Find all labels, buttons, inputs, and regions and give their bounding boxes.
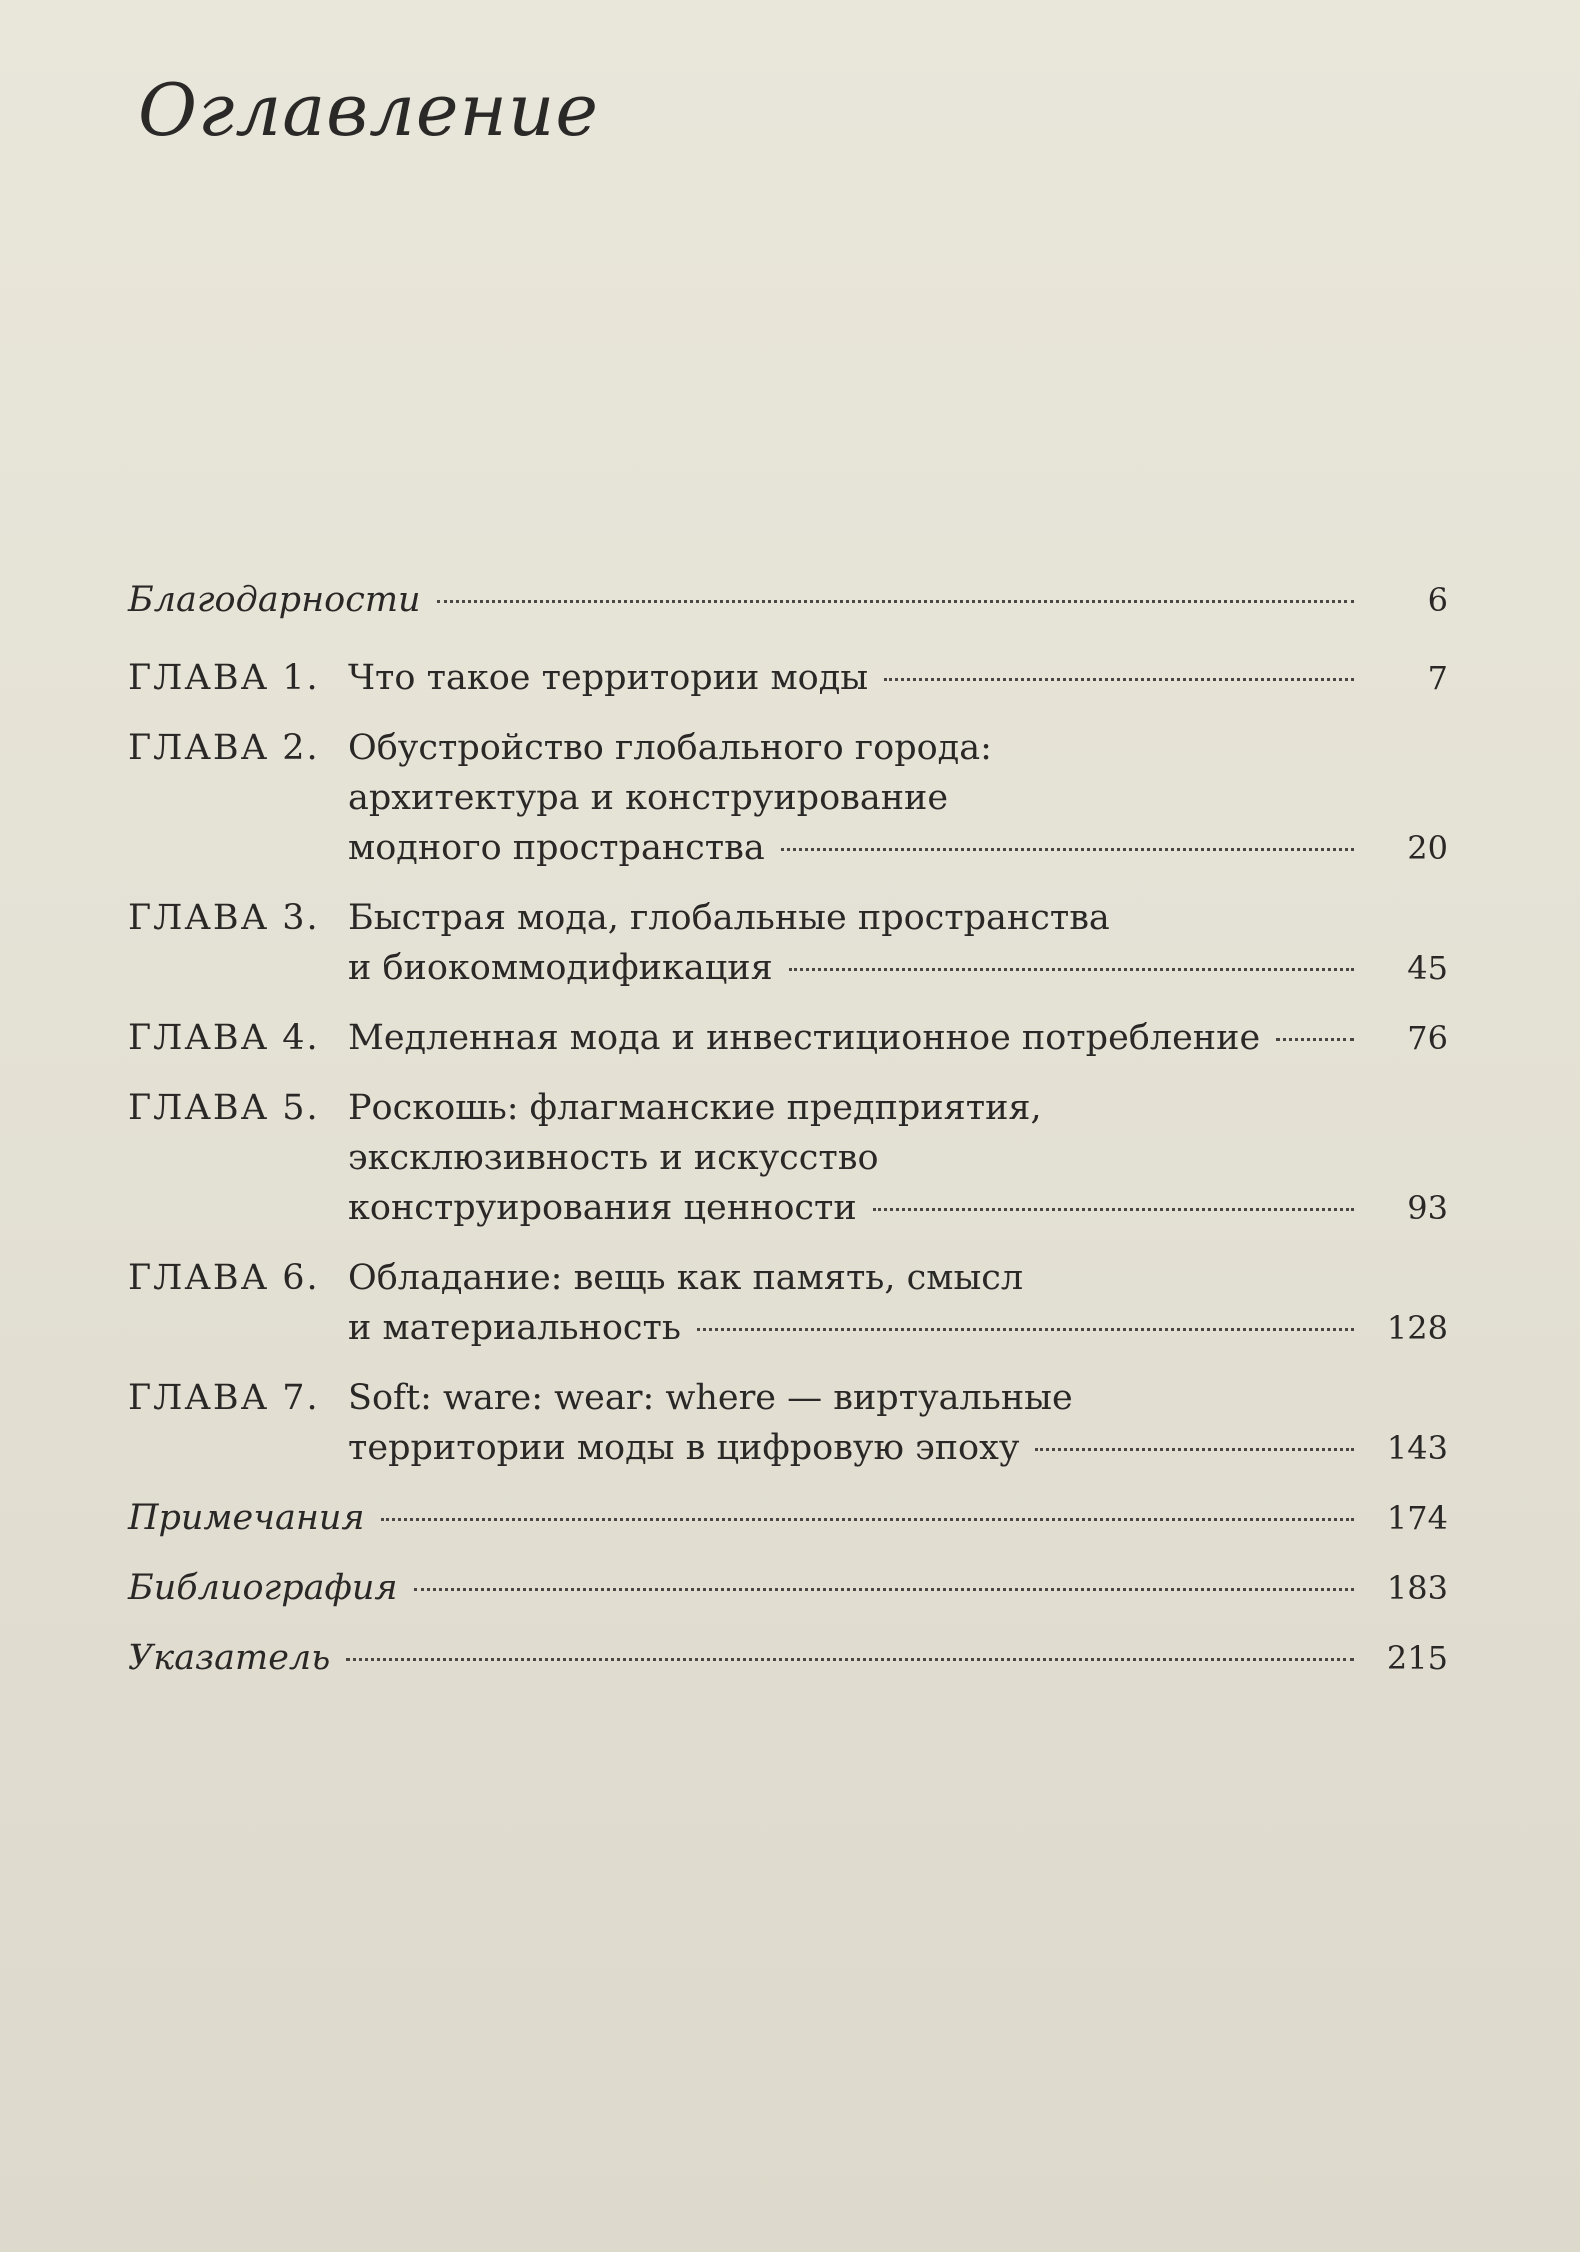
chapter-title: Медленная мода и инвестиционное потребление bbox=[348, 1018, 1261, 1058]
leader-dots bbox=[884, 678, 1354, 681]
chapter-title: конструирования ценности bbox=[348, 1188, 857, 1228]
entry-title: Библиография bbox=[128, 1568, 398, 1608]
page-number: 45 bbox=[1407, 949, 1448, 987]
page-number: 7 bbox=[1427, 659, 1448, 697]
chapter-title: Обладание: вещь как память, смысл bbox=[348, 1258, 1024, 1298]
toc-entry-index bbox=[128, 1633, 1448, 1683]
toc-entry-chapter-7 bbox=[128, 1373, 1448, 1473]
chapter-label: ГЛАВА 7. bbox=[128, 1378, 320, 1418]
page-number: 93 bbox=[1407, 1189, 1448, 1227]
leader-dots bbox=[697, 1328, 1354, 1331]
toc-entry-chapter-4 bbox=[128, 1013, 1448, 1063]
chapter-title: Быстрая мода, глобальные пространства bbox=[348, 898, 1110, 938]
toc-entry-chapter-5 bbox=[128, 1083, 1448, 1233]
page-number: 183 bbox=[1386, 1569, 1448, 1607]
leader-dots bbox=[789, 968, 1354, 971]
page-number: 6 bbox=[1427, 581, 1448, 619]
entry-title: Благодарности bbox=[128, 580, 421, 620]
chapter-label: ГЛАВА 4. bbox=[128, 1018, 320, 1058]
leader-dots bbox=[437, 600, 1354, 603]
chapter-label: ГЛАВА 6. bbox=[128, 1258, 320, 1298]
page-number: 174 bbox=[1386, 1499, 1448, 1537]
chapter-title: эксклюзивность и искусство bbox=[348, 1138, 879, 1178]
chapter-title: Soft: ware: wear: where — виртуальные bbox=[348, 1378, 1073, 1418]
chapter-title: модного пространства bbox=[348, 828, 765, 868]
toc-entry-chapter-2 bbox=[128, 723, 1448, 873]
toc-entry-notes bbox=[128, 1493, 1448, 1543]
page-title: Оглавление bbox=[138, 68, 599, 152]
toc-entry-bibliography bbox=[128, 1563, 1448, 1613]
chapter-label: ГЛАВА 1. bbox=[128, 658, 320, 698]
chapter-label: ГЛАВА 5. bbox=[128, 1088, 320, 1128]
toc-entry-chapter-6 bbox=[128, 1253, 1448, 1353]
toc-entry-chapter-3 bbox=[128, 893, 1448, 993]
chapter-label: ГЛАВА 3. bbox=[128, 898, 320, 938]
toc-entry-chapter-1 bbox=[128, 653, 1448, 703]
page-number: 215 bbox=[1386, 1639, 1448, 1677]
entry-title: Указатель bbox=[128, 1638, 331, 1678]
table-of-contents bbox=[128, 575, 1448, 1683]
leader-dots bbox=[781, 848, 1354, 851]
page-number: 76 bbox=[1407, 1019, 1448, 1057]
chapter-title: Роскошь: флагманские предприятия, bbox=[348, 1088, 1042, 1128]
leader-dots bbox=[414, 1588, 1354, 1591]
page-number: 128 bbox=[1386, 1309, 1448, 1347]
chapter-title: архитектура и конструирование bbox=[348, 778, 949, 818]
toc-entry-acknowledgements bbox=[128, 575, 1448, 625]
leader-dots bbox=[381, 1518, 1354, 1521]
chapter-label: ГЛАВА 2. bbox=[128, 728, 320, 768]
leader-dots bbox=[873, 1208, 1354, 1211]
chapter-title: территории моды в цифровую эпоху bbox=[348, 1428, 1020, 1468]
page-number: 143 bbox=[1386, 1429, 1448, 1467]
leader-dots bbox=[1035, 1448, 1354, 1451]
leader-dots bbox=[1276, 1038, 1354, 1041]
chapter-title: и биокоммодификация bbox=[348, 948, 773, 988]
chapter-title: Что такое территории моды bbox=[348, 658, 869, 698]
chapter-title: и материальность bbox=[348, 1308, 681, 1348]
leader-dots bbox=[346, 1658, 1354, 1661]
entry-title: Примечания bbox=[128, 1498, 365, 1538]
page-number: 20 bbox=[1407, 829, 1448, 867]
chapter-title: Обустройство глобального города: bbox=[348, 728, 992, 768]
